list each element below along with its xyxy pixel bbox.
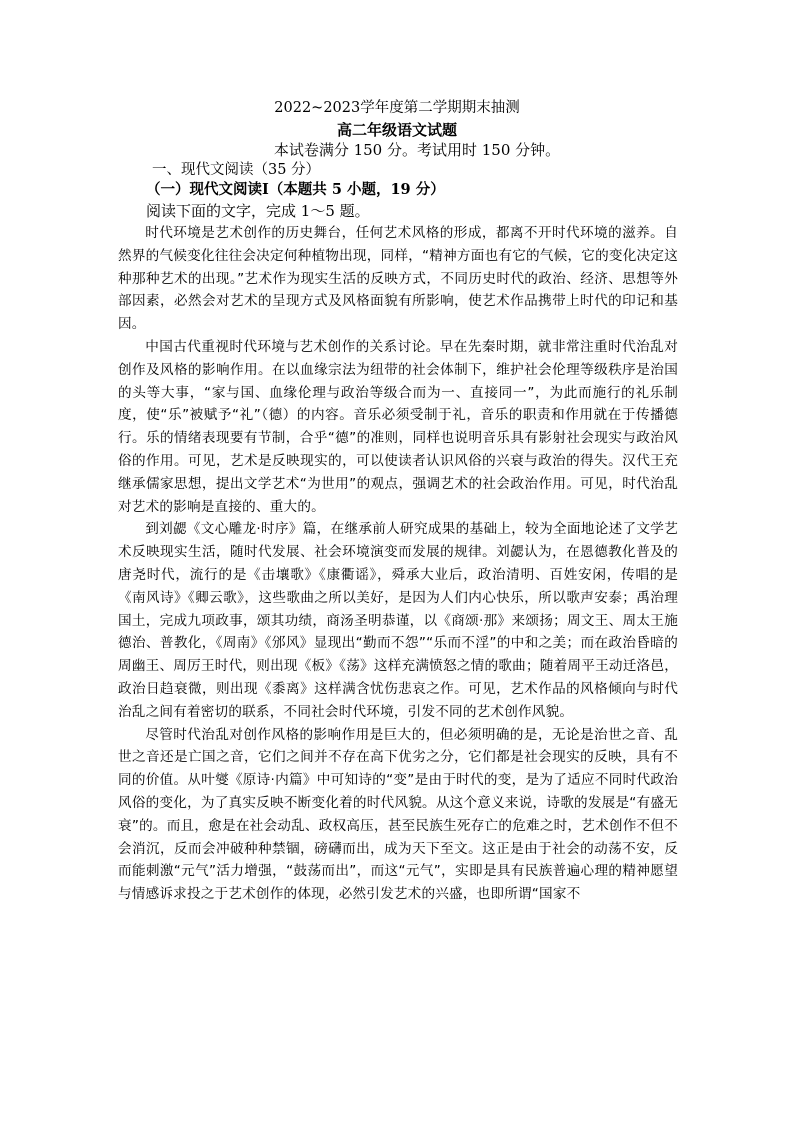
exam-title: 高二年级语文试题 [336,121,457,139]
passage-paragraph: 中国古代重视时代环境与艺术创作的关系讨论。早在先秦时期，就非常注重时代治乱对创作及风格的影响作用。在以血缘宗法为纽带的社会体制下，维护社会伦理等级秩序是治国的头等大事，“家与国、血缘伦理与政治等级合而为一、直接同一”，为此而施行的礼乐制度，使“乐”被赋予“礼”（德）的内容。音乐必须受制于礼，音乐的职责和作用就在于传播德行。乐的情绪表现要有节制，合乎“德”的准则，同样也说明音乐具有影射社会现实与政治风俗的作用。可见，艺术是反映现实的，可以使读者认识风俗的兴衰与政治的得失。汉代王充继承儒家思想，提出文学艺术“为世用”的观点，强调艺术的社会政治作用。可见，时代治乱对艺术的影响是直接的、重大的。 [118,338,678,515]
exam-info: 本试卷满分 150 分。考试用时 150 分钟。 [273,141,561,159]
reading-passage [118,222,678,906]
passage-paragraph: 时代环境是艺术创作的历史舞台，任何艺术风格的形成，都离不开时代环境的滋养。自然界的气候变化往往会决定何种植物出现，同样，“精神方面也有它的气候，它的变化决定这种那种艺术的出现。”艺术作为现实生活的反映方式，不同历史时代的政治、经济、思想等外部因素，必然会对艺术的呈现方式及风格面貌有所影响，使艺术作品携带上时代的印记和基因。 [118,225,678,333]
passage-paragraph: 尽管时代治乱对创作风格的影响作用是巨大的，但必须明确的是，无论是治世之音、乱世之音还是亡国之音，它们之间并不存在高下优劣之分，它们都是社会现实的反映，具有不同的价值。从叶燮《原诗·内篇》中可知诗的“变”是由于时代的变，是为了适应不同时代政治风俗的变化，为了真实反映不断变化着的时代风貌。从这个意义来说，诗歌的发展是“有盛无衰”的。而且，愈是在社会动乱、政权高压，甚至民族生死存亡的危难之时，艺术创作不但不会消沉，反而会冲破种种禁锢，磅礴而出，成为天下至文。这正是由于社会的动荡不安，反而能刺激“元气”活力增强，“鼓荡而出”，而这“元气”，实即是具有民族普遍心理的精神愿望与情感诉求投之于艺术创作的体现，必然引发艺术的兴盛，也即所谓“国家不 [118,726,678,903]
reading-instruction: 阅读下面的文字，完成 1～5 题。 [146,202,370,220]
exam-term: 2022~2023学年度第二学期期末抽测 [274,100,520,116]
passage-paragraph: 到刘勰《文心雕龙·时序》篇，在继承前人研究成果的基础上，较为全面地论述了文学艺术反映现实生活，随时代发展、社会环境演变而发展的规律。刘勰认为，在恩德教化普及的唐尧时代，流行的是《击壤歌》《康衢谣》，舜承大业后，政治清明、百姓安闲，传唱的是《南风诗》《卿云歌》，这些歌曲之所以美好，是因为人们内心快乐，所以歌声安泰；禹治理国土，完成九项政事，颂其功绩，商汤圣明恭谨，以《商颂·那》来颂扬；周文王、周太王施德治、普教化，《周南》《邠风》显现出“勤而不怨”“乐而不淫”的中和之美；而在政治昏暗的周幽王、周厉王时代，则出现《板》《荡》这样充满愤怒之情的歌曲；随着周平王动迁洛邑，政治日趋衰微，则出现《黍离》这样满含忧伤悲哀之作。可见，艺术作品的风格倾向与时代治乱之间有着密切的联系，不同社会时代环境，引发不同的艺术创作风貌。 [118,521,678,720]
sub-section-title: （一）现代文阅读Ⅰ（本题共 5 小题，19 分） [146,181,445,198]
part-title: 一、现代文阅读（35 分） [152,162,321,178]
